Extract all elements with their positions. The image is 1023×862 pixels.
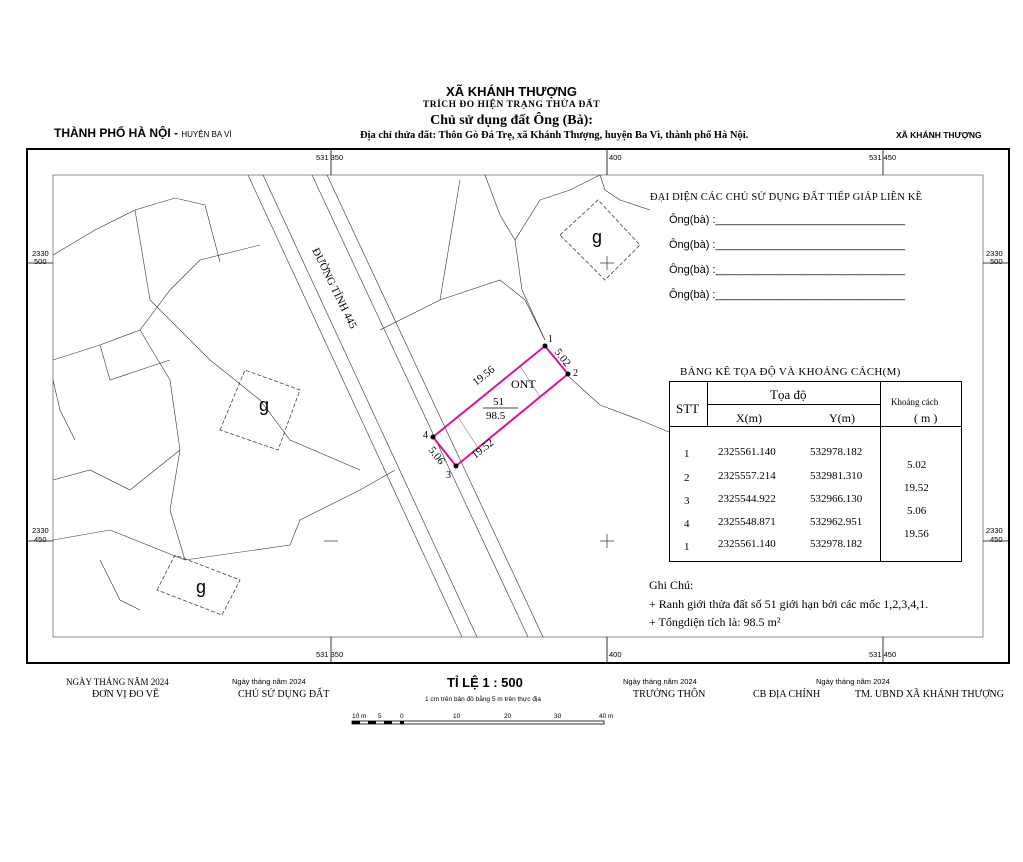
notes-line: + Ranh giới thửa đất số 51 giới hạn bởi các mốc 1,2,3,4,1. bbox=[649, 597, 929, 611]
edge-left-length: 5.06 bbox=[425, 444, 447, 468]
col-distance-unit: ( m ) bbox=[914, 411, 938, 425]
map-scale: TỈ LỆ 1 : 500 bbox=[447, 675, 523, 690]
commune-title: XÃ KHÁNH THƯỢNG bbox=[446, 84, 577, 99]
garden-symbol: g bbox=[259, 395, 270, 415]
row-x: 2325544.922 bbox=[718, 493, 776, 505]
row-distance: 5.06 bbox=[907, 505, 927, 517]
grid-label-top-right: 531 450 bbox=[869, 153, 897, 162]
neighbor-row: Ông(bà) :_______________________________ bbox=[669, 289, 906, 301]
row-distance: 19.56 bbox=[904, 528, 929, 540]
scale-note: 1 cm trên bản đồ bằng 5 m trên thực địa bbox=[425, 696, 542, 703]
neighbor-row: Ông(bà) :_______________________________ bbox=[669, 264, 906, 276]
row-x: 2325561.140 bbox=[718, 538, 776, 550]
row-y: 532966.130 bbox=[810, 493, 863, 505]
col-y: Y(m) bbox=[829, 411, 855, 425]
parcel-address: Địa chỉ thửa đất: Thôn Gò Đá Trẹ, xã Khánh Thượng, huyện Ba Vì, thành phố Hà Nội. bbox=[360, 130, 749, 141]
row-y: 532962.951 bbox=[810, 516, 863, 528]
row-distance: 5.02 bbox=[907, 459, 927, 471]
scale-ticks bbox=[352, 713, 613, 720]
commune-right-label: XÃ KHÁNH THƯỢNG bbox=[896, 130, 982, 140]
sign-unit: ĐƠN VỊ ĐO VẼ bbox=[92, 689, 160, 700]
scale-tick: 10 m bbox=[352, 713, 367, 720]
scale-tick: 5 bbox=[378, 713, 382, 720]
grid-label-right: 2330 bbox=[986, 249, 1003, 258]
sign-unit: TRƯỞNG THÔN bbox=[633, 689, 706, 700]
col-x: X(m) bbox=[736, 411, 762, 425]
edge-right-length: 5.02 bbox=[551, 346, 573, 370]
row-distance: 19.52 bbox=[904, 482, 929, 494]
grid-label-left: 2330 bbox=[32, 249, 49, 258]
vertex-label: 4 bbox=[423, 430, 428, 441]
land-type-label: ONT bbox=[511, 377, 536, 391]
row-stt: 4 bbox=[684, 518, 690, 530]
notes-title: Ghi Chú: bbox=[649, 578, 694, 592]
row-y: 532978.182 bbox=[810, 538, 863, 550]
parcel-number: 51 bbox=[493, 396, 504, 408]
scale-tick: 20 bbox=[504, 713, 512, 720]
col-stt: STT bbox=[676, 401, 700, 416]
district-label: HUYỆN BA VÌ bbox=[181, 130, 232, 139]
col-coord: Tọa độ bbox=[770, 387, 807, 402]
sign-date: Ngày tháng năm 2024 bbox=[232, 677, 306, 686]
grid-label-left: 450 bbox=[34, 535, 47, 544]
edge-top-length: 19.56 bbox=[470, 363, 498, 389]
row-y: 532978.182 bbox=[810, 446, 863, 458]
row-stt: 1 bbox=[684, 448, 690, 460]
vertex-label: 1 bbox=[548, 334, 553, 345]
sign-date: Ngày tháng năm 2024 bbox=[623, 677, 697, 686]
city-label: THÀNH PHỐ HÀ NỘI - bbox=[54, 126, 178, 140]
garden-symbol: g bbox=[196, 577, 207, 597]
col-distance: Khoảng cách bbox=[891, 397, 939, 407]
document-title: TRÍCH ĐO HIỆN TRẠNG THỬA ĐẤT bbox=[422, 100, 601, 110]
sign-date: NGÀY THÁNG NĂM 2024 bbox=[66, 677, 169, 687]
coord-table-title: BẢNG KÊ TỌA ĐỘ VÀ KHOẢNG CÁCH(M) bbox=[680, 366, 901, 378]
sign-unit: CB ĐỊA CHÍNH bbox=[753, 689, 821, 700]
row-stt: 1 bbox=[684, 541, 690, 553]
neighbor-row: Ông(bà) :_______________________________ bbox=[669, 214, 906, 226]
scale-tick: 10 bbox=[453, 713, 461, 720]
scale-tick: 0 bbox=[400, 713, 404, 720]
grid-label-bottom-mid: 400 bbox=[609, 650, 622, 659]
row-stt: 3 bbox=[684, 495, 690, 507]
row-stt: 2 bbox=[684, 472, 690, 484]
row-x: 2325561.140 bbox=[718, 446, 776, 458]
road-label: ĐƯỜNG TỈNH 445 bbox=[309, 246, 359, 331]
grid-label-top-mid: 400 bbox=[609, 153, 622, 162]
owner-label: Chủ sử dụng đất Ông (Bà): bbox=[430, 113, 593, 128]
vertex-label: 3 bbox=[446, 470, 451, 481]
grid-label-bottom-left: 531 350 bbox=[316, 650, 344, 659]
edge-bottom-length: 19.52 bbox=[469, 436, 497, 462]
vertex-label: 2 bbox=[573, 368, 578, 379]
sign-unit: CHỦ SỬ DỤNG ĐẤT bbox=[238, 689, 330, 700]
coord-table bbox=[669, 381, 962, 562]
parcel-area: 98.5 bbox=[486, 410, 506, 422]
grid-label-right: 500 bbox=[990, 257, 1003, 266]
grid-label-left: 2330 bbox=[32, 526, 49, 535]
row-x: 2325548.871 bbox=[718, 516, 776, 528]
grid-label-bottom-right: 531 450 bbox=[869, 650, 897, 659]
garden-symbol: g bbox=[592, 227, 603, 247]
notes-line: + Tổngdiện tích là: 98.5 m² bbox=[649, 615, 781, 629]
grid-label-right: 450 bbox=[990, 535, 1003, 544]
scale-tick: 40 m bbox=[599, 713, 614, 720]
neighbor-row: Ông(bà) :_______________________________ bbox=[669, 239, 906, 251]
row-x: 2325557.214 bbox=[718, 470, 776, 482]
grid-label-right: 2330 bbox=[986, 526, 1003, 535]
neighbors-title: ĐẠI DIỆN CÁC CHỦ SỬ DỤNG ĐẤT TIẾP GIÁP LIỀN KỀ bbox=[650, 192, 923, 203]
grid-label-left: 500 bbox=[34, 257, 47, 266]
sign-unit: TM. UBND XÃ KHÁNH THƯỢNG bbox=[855, 689, 1004, 700]
scale-bar bbox=[352, 721, 604, 724]
sign-date: Ngày tháng năm 2024 bbox=[816, 677, 890, 686]
row-y: 532981.310 bbox=[810, 470, 863, 482]
scale-tick: 30 bbox=[554, 713, 562, 720]
grid-label-top-left: 531 350 bbox=[316, 153, 344, 162]
